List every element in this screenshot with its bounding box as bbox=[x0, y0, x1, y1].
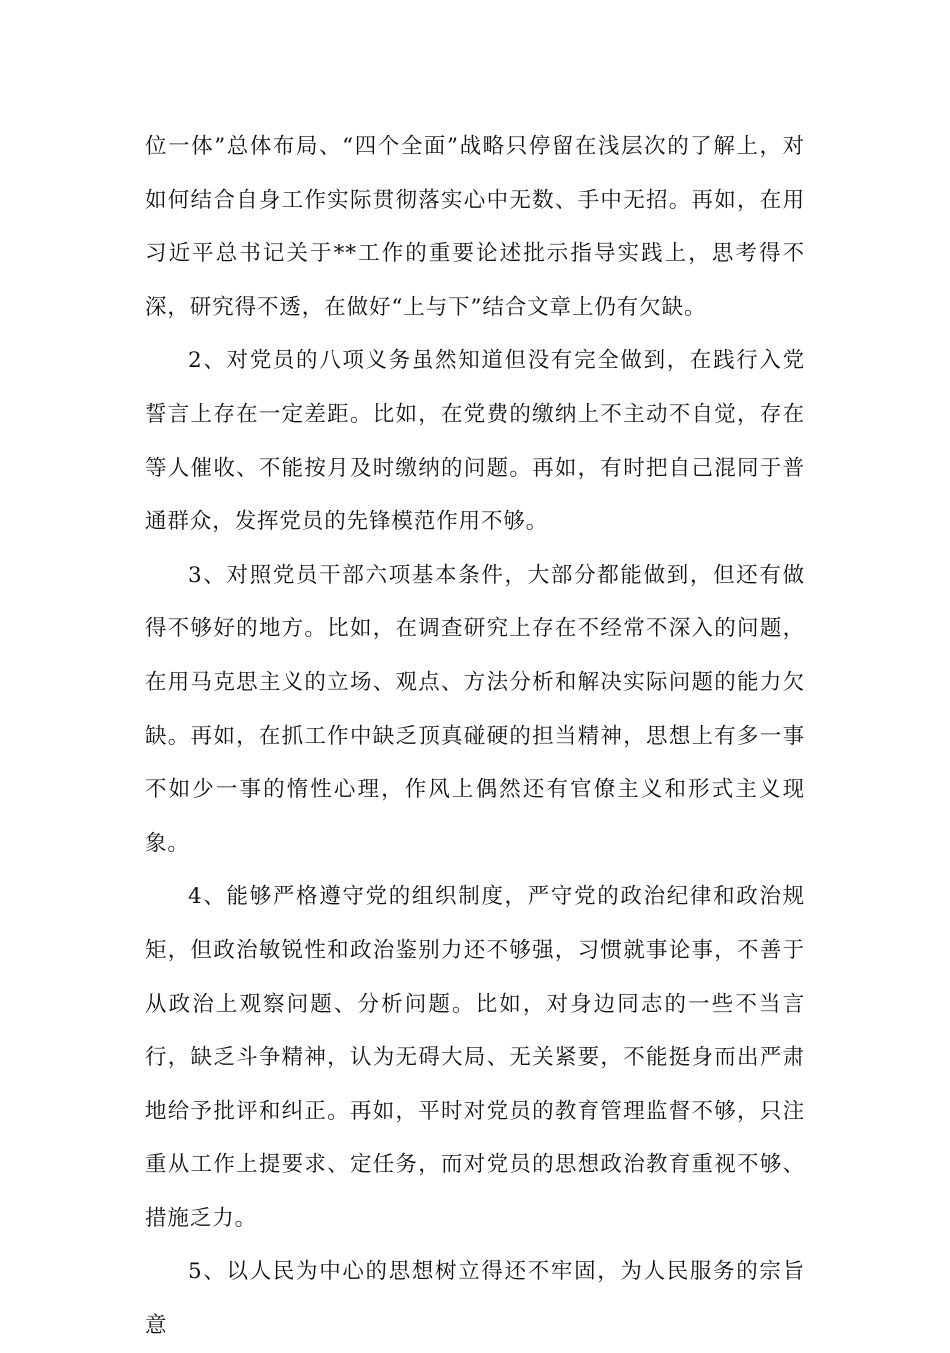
document-body bbox=[145, 120, 805, 1353]
paragraph-item-5: 5、以人民为中心的思想树立得还不牢固，为人民服务的宗旨意 bbox=[145, 1259, 805, 1339]
paragraph-item-4: 4、能够严格遵守党的组织制度，严守党的政治纪律和政治规矩，但政治敏锐性和政治鉴别力还不够强，习惯就事论事，不善于从政治上观察问题、分析问题。比如，对身边同志的一些不当言行，缺乏斗争精神，认为无碍大局、无关紧要，不能挺身而出严肃地给予批评和纠正。再如，平时对党员的教育管理监督不够，只注重从工作上提要求、定任务，而对党员的思想政治教育重视不够、措施乏力。 bbox=[145, 884, 805, 1231]
paragraph-item-2: 2、对党员的八项义务虽然知道但没有完全做到，在践行入党誓言上存在一定差距。比如，在党费的缴纳上不主动不自觉，存在等人催收、不能按月及时缴纳的问题。再如，有时把自己混同于普通群众，发挥党员的先锋模范作用不够。 bbox=[145, 348, 805, 535]
paragraph-continuation: 位一体”总体布局、“四个全面”战略只停留在浅层次的了解上，对如何结合自身工作实际贯彻落实心中无数、手中无招。再如，在用习近平总书记关于**工作的重要论述批示指导实践上，思考得不深，研究得不透，在做好“上与下”结合文章上仍有欠缺。 bbox=[145, 134, 805, 320]
paragraph-item-3: 3、对照党员干部六项基本条件，大部分都能做到，但还有做得不够好的地方。比如，在调查研究上存在不经常不深入的问题，在用马克思主义的立场、观点、方法分析和解决实际问题的能力欠缺。再如，在抓工作中缺乏顶真碰硬的担当精神，思想上有多一事不如少一事的惰性心理，作风上偶然还有官僚主义和形式主义现象。 bbox=[145, 562, 805, 856]
